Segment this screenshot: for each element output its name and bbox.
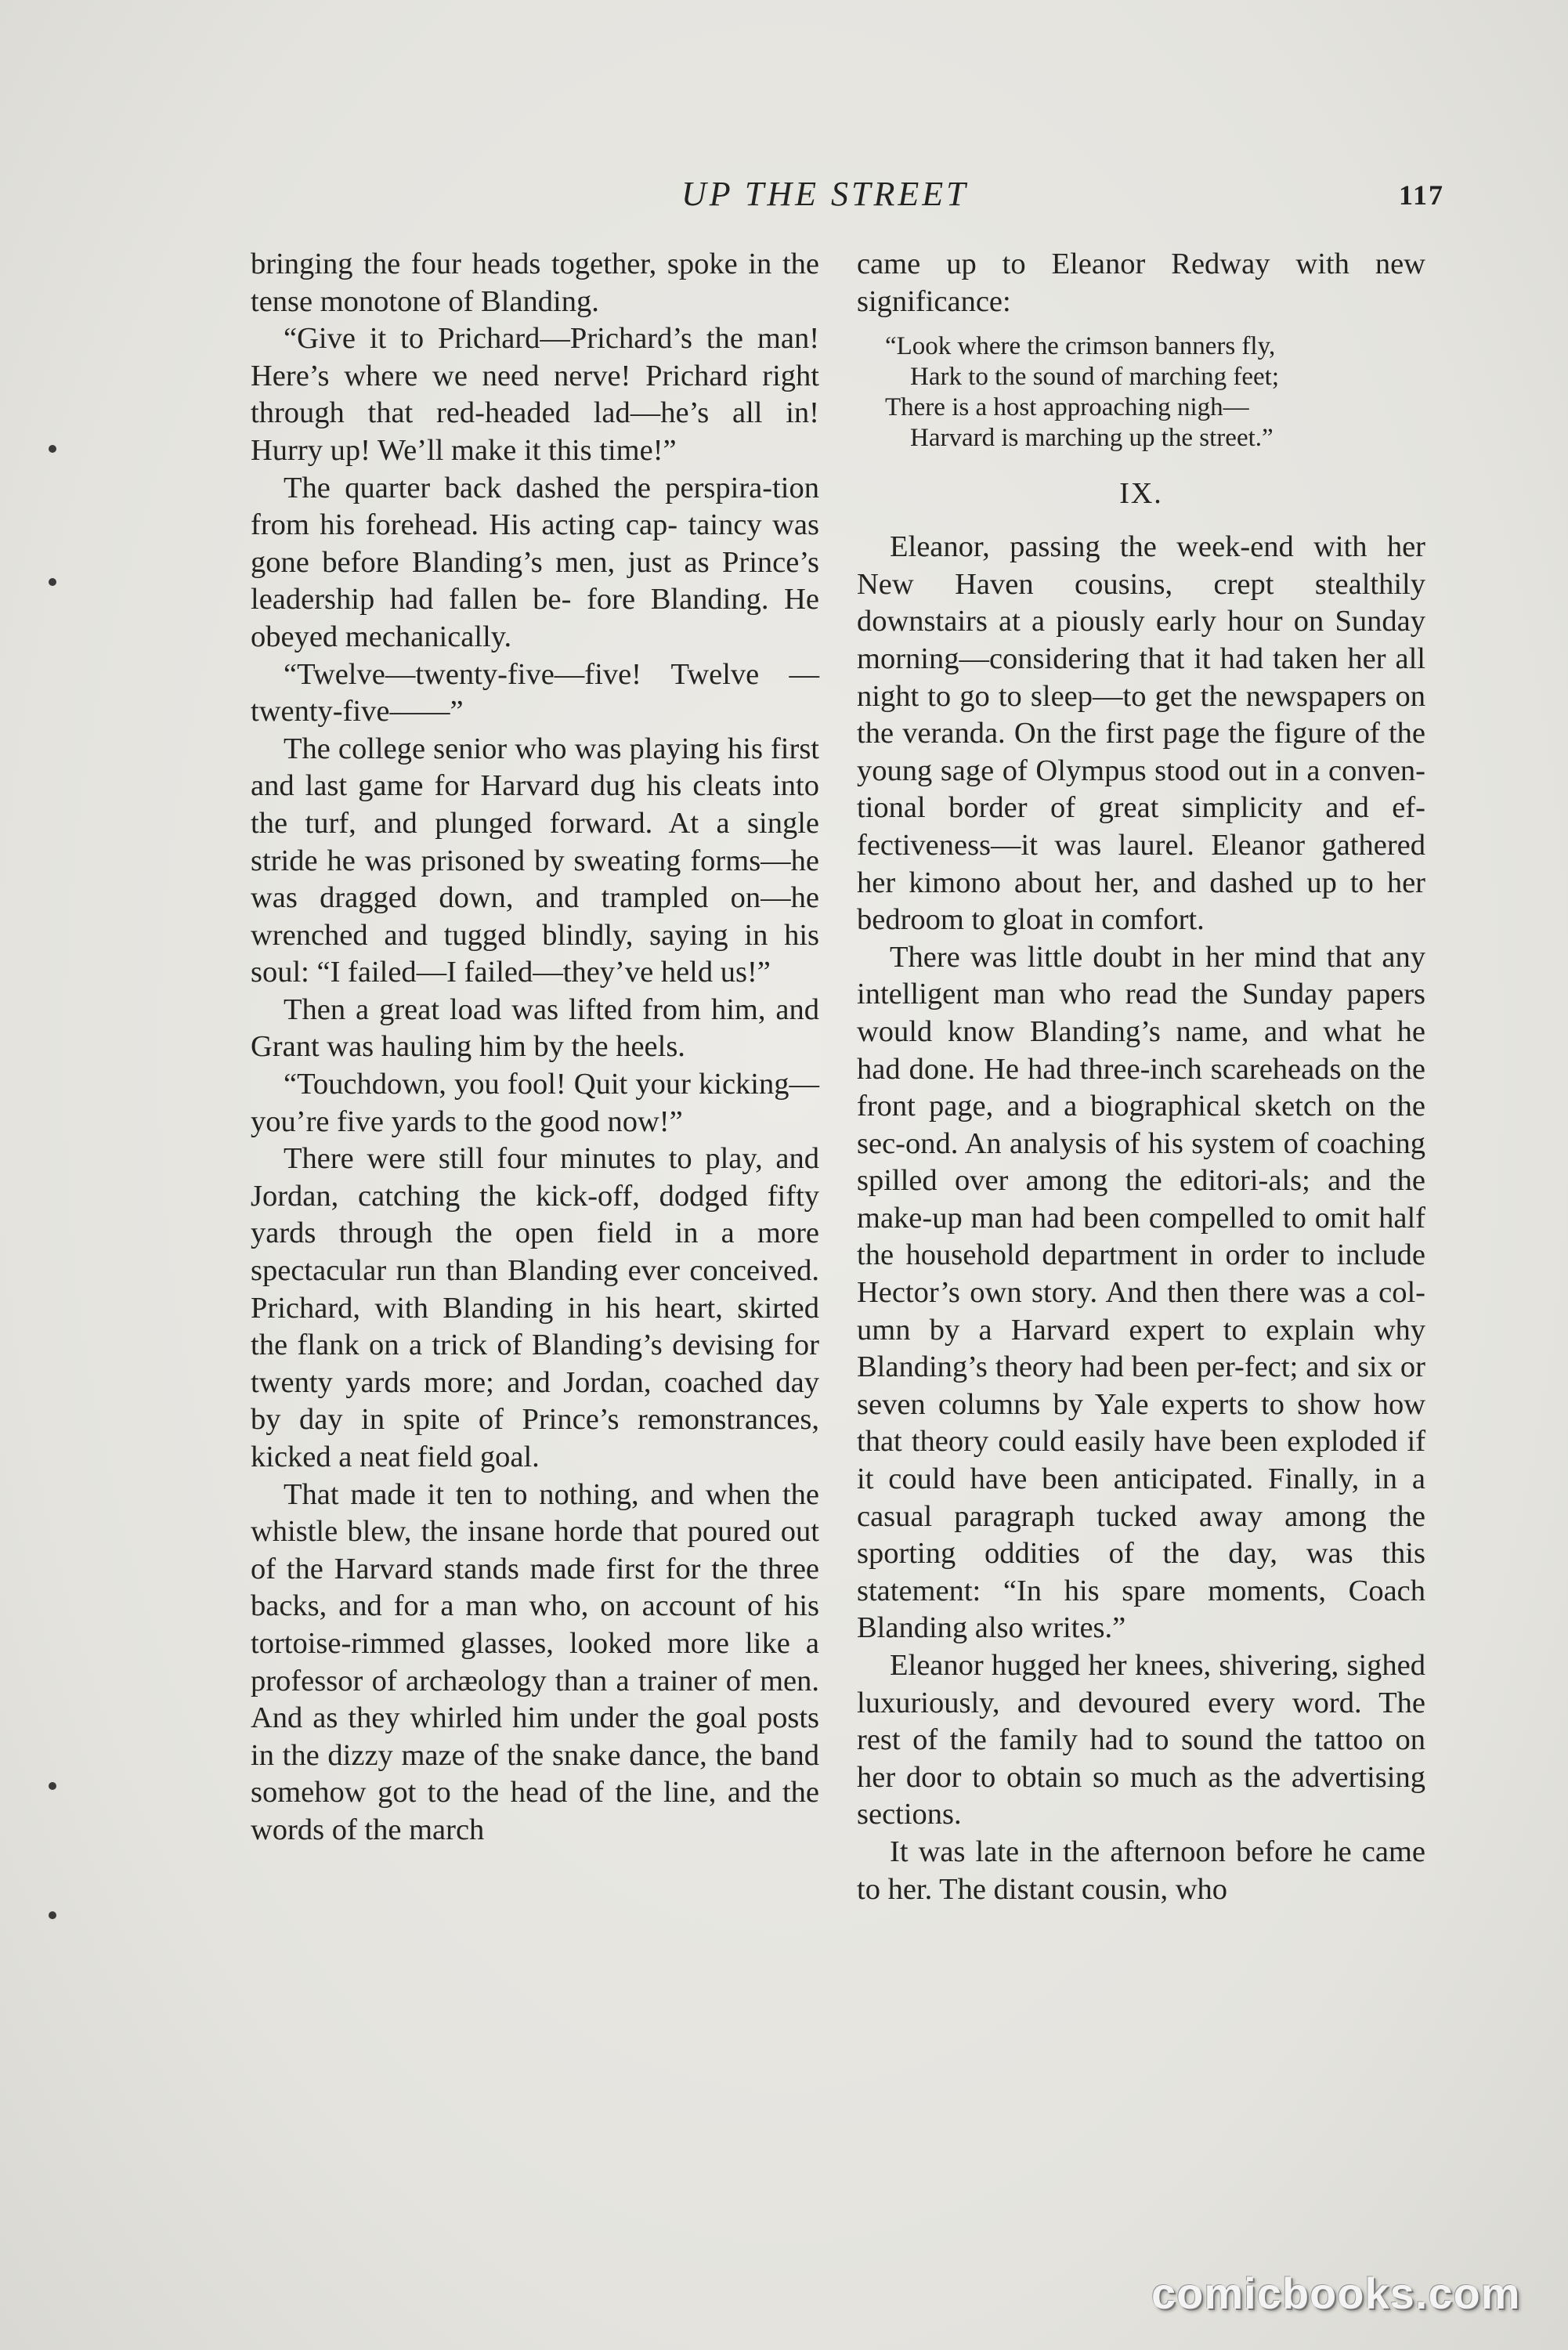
paragraph: “Touchdown, you fool! Quit your kicking—you’re five yards to the good now!” (251, 1068, 819, 1138)
binding-hole (49, 578, 56, 586)
verse-line: There is a host approaching nigh— (885, 393, 1249, 422)
paragraph: “Give it to Prichard—Prichard’s the man! Here’s where we need nerve! Prichard right through that red-headed lad—he’s all in! Hurry up! We’ll make it this time!” (251, 322, 820, 467)
paragraph: Eleanor, passing the week-end with her New Haven cousins, crept stealthily downstairs at a piously early hour on Sunday morning—considering that it had taken her all night to go to sleep—to get the newspapers on the veranda. On the first page the figure of the young sage of Olympus stood out in a conven-tional border of great simplicity and ef-fectiveness—it was laurel. Eleanor gathered her kimono about her, and dashed up to her bedroom to gloat in comfort. (857, 530, 1426, 937)
binding-hole (49, 1782, 56, 1790)
paragraph: came up to Eleanor Redway with new significance: (857, 248, 1425, 318)
paragraph: “Twelve—twenty-five—five! Twelve —twenty-five——” (251, 657, 820, 728)
paragraph: There was little doubt in her mind that any intelligent man who read the Sunday papers would know Blanding’s name, and what he had done. He had three-inch scareheads on the front page, and a biographical sketch on the sec-ond. An analysis of his system of coaching spilled over among the editori-als; and the make-up man had been compelled to omit half the household department in order to include Hector’s own story. And then there was a col-umn by a Harvard expert to explain why Blanding’s theory had been per-fect; and six or seven columns by Yale experts to show how that theory could easily have been exploded if it could have been anticipated. Finally, in a casual paragraph tucked away among the sporting oddities of the day, was this statement: “In his spare moments, Coach Blanding also writes.” (857, 940, 1426, 1645)
paragraph: The college senior who was playing his first and last game for Harvard dug his cleats into the turf, and plunged forward. At a single stride he was prisoned by sweating forms—he was dragged down, and trampled on—he wrenched and tugged blindly, saying in his soul: “I failed—I failed—they’ve held us!” (251, 732, 820, 989)
binding-hole (49, 1911, 56, 1919)
page-header (0, 174, 1568, 229)
paragraph: That made it ten to nothing, and when the whistle blew, the insane horde that poured out of the Harvard stands made first for the three backs, and for a man who, on account of his tortoise-rimmed glasses, looked more like a professor of archæology than a trainer of men. And as they whirled him under the goal posts in the dizzy maze of the snake dance, the band somehow got to the head of the line, and the words of the march (251, 1477, 820, 1846)
chapter-heading: IX. (1119, 477, 1163, 511)
verse-line: “Look where the crimson banners fly, (885, 332, 1276, 361)
verse-block (885, 331, 1425, 454)
paragraph: There were still four minutes to play, and Jordan, catching the kick-off, dodged fifty yards through the open field in a more spectacular run than Blanding ever conceived. Prichard, with Blanding in his heart, skirted the flank on a trick of Blanding’s devising for twenty yards more; and Jordan, coached day by day in spite of Prince’s remonstrances, kicked a neat field goal. (251, 1142, 820, 1473)
left-column (251, 246, 819, 1849)
verse-line: Hark to the sound of marching feet; (910, 363, 1280, 392)
right-column (857, 246, 1425, 1908)
page-number: 117 (1399, 179, 1445, 211)
paragraph: Eleanor hugged her knees, shivering, sighed luxuriously, and devoured every word. The rest of the family had to sound the tattoo on her door to obtain so much as the advertising sections. (857, 1649, 1426, 1831)
binding-hole (49, 445, 56, 453)
verse-line: Harvard is marching up the street.” (910, 424, 1274, 453)
paragraph: bringing the four heads together, spoke in the tense monotone of Blanding. (251, 248, 820, 318)
paragraph: It was late in the afternoon before he came to her. The distant cousin, who (857, 1835, 1425, 1906)
paragraph: Then a great load was lifted from him, and Grant was hauling him by the heels. (251, 992, 819, 1064)
watermark: comicbooks.com (1151, 2269, 1521, 2318)
running-title: UP THE STREET (681, 175, 969, 213)
paragraph: The quarter back dashed the perspira-tion from his forehead. His acting cap- taincy was gone before Blanding’s men, just as Prince’s leadership had fallen be- fore Blanding. He obeyed mechanically. (251, 471, 820, 653)
